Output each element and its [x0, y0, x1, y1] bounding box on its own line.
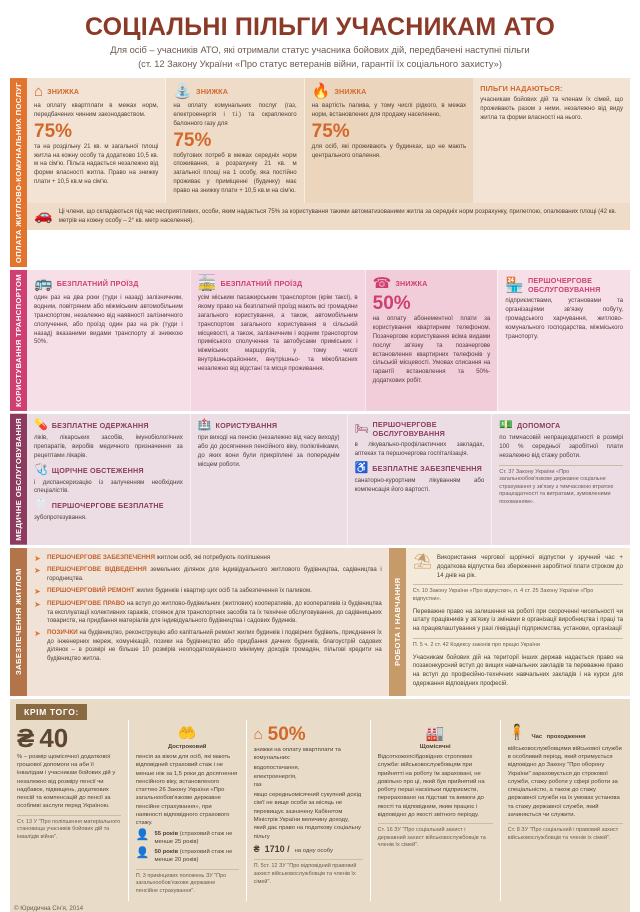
- medical-card-drugs: [27, 414, 190, 545]
- section-spine-transport: КОРИСТУВАННЯ ТРАНСПОРТОМ: [10, 270, 27, 411]
- bullet-title: ПЕРШОЧЕРГОВИЙ РЕМОНТ: [47, 586, 135, 594]
- item-law: Ст. 8 ЗУ "Про соціальний і правовий захист військовослужбовців та членів їх сімей".: [508, 823, 623, 842]
- bullet-text: на вступ до житлово-будівельних (житлових) кооперативів, до кооперативів із будівництва та експлуатації колективних гаражів, стоянок для транспортних засобів та їх технічне обслуговування, до садівницьких товариств, на придбання матеріалів для індивідуального будівництва і садових будинків.: [47, 600, 382, 625]
- additional-columns: [10, 720, 630, 901]
- list-item: [34, 629, 382, 664]
- card-sub-text: санаторно-курортним лікуванням або компенсація його вартості.: [354, 476, 485, 493]
- copyright: © Юридична Січ'я, 2014: [14, 905, 84, 912]
- item-text: Відсоткожопсібдовідних стропових служби: військовослужбовцям при прийнятті на роботу їм зараховані, не довільно про ці, який був прийнятий на роботу перші наскільки підприємств, перераховано на підставі та вимоги до якості та відповідним, яким працює і відповідно до якості звітного періоду.: [377, 754, 485, 818]
- utilities-card-communal: [165, 78, 303, 203]
- section-housing-work: [10, 548, 630, 696]
- card-head: ПЕРШОЧЕРГОВЕ ОБСЛУГОВУВАННЯ: [372, 420, 446, 439]
- card-text: для осіб, які проживають у будинках, що не мають центрального опалення.: [311, 142, 467, 159]
- work-blocks: [406, 548, 630, 696]
- bullet-title: ПЕРШОЧЕРГОВЕ ВІДВЕДЕННЯ: [47, 566, 147, 574]
- housing-bullets: [27, 548, 389, 696]
- wheelchair-icon: ♿: [354, 461, 369, 474]
- bullet-title: ПЕРШОЧЕРГОВЕ ПРАВО: [47, 599, 126, 607]
- list-item: [34, 566, 382, 584]
- page-subtitle: [10, 44, 630, 72]
- card-text: побутових потреб в межах середніх норм споживання, а розрахунку 21 кв. м загальної площі на 1 особу, яка постійно проживає у приміщенні (будинку) має право на знижку плати + 10,5 кв.м на сім'ю.: [173, 151, 297, 194]
- card-text: в лікувально-профілактичних закладах, аптеках та першочергова госпіталізація.: [354, 441, 485, 457]
- card-head: ЗНИЖКА: [395, 279, 428, 289]
- item-head: знижки на оплату квартплати та комунальних:: [253, 746, 341, 762]
- tap-icon: ⛲: [173, 83, 193, 101]
- item-head: Щомісячні: [419, 743, 451, 750]
- fire-icon: 🔥: [311, 83, 331, 101]
- additional-item-service-record: [370, 720, 500, 901]
- sub-text: (страховий стаж не менше 20 років): [154, 849, 233, 864]
- sub-text: (страховий стаж не менше 25 років): [154, 830, 233, 845]
- card-text: при виході на пенсію (незалежно від часу виходу) або до досягнення пенсійного віку, поліклініками, до яких вони були прикріплені за попереднім місцем роботи.: [197, 434, 340, 468]
- card-head: БЕЗПЛАТНИЙ ПРОЇЗД: [56, 279, 139, 289]
- item-law: П. 3 прикінцевих положень ЗУ "Про загальнообов'язкове державне пенсійне страхування".: [136, 869, 239, 896]
- card-sub: на вартість палива, у тому числі рідкого, в межах норм, встановлених для продажу населенню,: [311, 102, 467, 118]
- umbrella-icon: ⛱: [412, 552, 432, 570]
- chevron-right-icon: ➤: [34, 599, 41, 609]
- additional-item-discount: [246, 720, 370, 901]
- subtitle-line-2: (ст. 12 Закону України «Про статус ветеранів війни, гарантії їх соціального захисту»): [138, 59, 502, 70]
- medical-card-allowance: [491, 414, 630, 545]
- card-sub: на оплату квартплати в межах норм, передбачених чинним законодавством.: [34, 102, 159, 118]
- item-amount-sub: на одну особу: [294, 847, 333, 854]
- tooth-icon: 🦷: [34, 499, 48, 512]
- card-head: БЕЗПЛАТНИЙ ПРОЇЗД: [220, 279, 303, 289]
- bullet-water: водопостачання,: [253, 765, 300, 772]
- chevron-right-icon: ➤: [34, 586, 41, 596]
- sub-value: 50 років: [154, 849, 179, 856]
- section-spine-work: РОБОТА І НАВЧАННЯ: [389, 548, 406, 696]
- hryvnia-icon: ₴: [253, 843, 260, 854]
- bullet-title: ПОЗИЧКИ: [47, 628, 78, 636]
- bullet-title: ПЕРШОЧЕРГОВЕ ЗАБЕЗПЕЧЕННЯ: [47, 553, 155, 561]
- card-head: ЗНИЖКА: [47, 87, 80, 97]
- card-text: усім міським пасажирським транспортом (крім таксі), в якому право на безплатний проїзд мають всі громадяни загального користування, а також, автомобільним транспортом загального користування в сільській місцевості, а також, залізничним і водним транспортом приміського сполучення та автобусами приміських і міжміських маршрутів, у тому числі внутрішньорайонних, внутрішньо- та міжобласних незалежно від відстані та місця проживання.: [197, 294, 358, 372]
- item-value: 40: [39, 722, 69, 753]
- card-text: по тимчасовій непрацездатності в розмірі 100 % середньої заробітної плати незалежно від стажу роботи.: [499, 434, 623, 459]
- card-text: один раз на два роки (туди і назад) залізничним, водним, повітряним або міжміським автомобільним транспортом, незалежно від наявності залізничного сполучення, або проїзд один раз на рік (туди і назад) вказаними видами транспорту зі знижкою 50%.: [34, 294, 183, 346]
- item-law: П. 5ст. 12 ЗУ "Про відповідний правовий захист військовослужбовців та членів їх сімей".: [254, 859, 363, 886]
- soldier-icon: 🧍: [507, 723, 527, 741]
- utilities-aside: [473, 78, 630, 203]
- card-sub-head: ЩОРІЧНЕ ОБСТЕЖЕННЯ: [51, 465, 144, 475]
- utilities-card-rent: [27, 78, 165, 203]
- item-head-2: проходження: [546, 733, 586, 740]
- card-percent: 50%: [372, 293, 411, 315]
- item-text: % – розмір щомісячної додаткової грошової допомоги на аби її інвалідам і учасникам бойових дій у незалежно від розміру пенсії чи надбавок, підвищень, додаткових пенсій та компенсацій до пенсії за особливі заслуги перед Україною.: [17, 753, 116, 810]
- work-block-retention: Переважне право на залишення на роботі при скороченні чисельності чи штату працівників у зв'язку із змінами в організації виробництва і праці та на працевлаштування у разі ліквідації підприємства, установи, організації: [412, 607, 623, 633]
- card-law: Ст. 37 Закону України «Про загальнообов'язкове державне соціальне страхування у зв'язку з тимчасовою втратою працездатності та витратами, зумовленими похованням».: [499, 465, 623, 507]
- pill-icon: 💊: [34, 419, 48, 432]
- money-icon: 💵: [499, 419, 513, 432]
- card-sub2-head: ПЕРШОЧЕРГОВЕ БЕЗПЛАТНЕ: [51, 501, 164, 511]
- list-item: [34, 600, 382, 626]
- item-law: Ст. 13 У "Про поліпшення матеріального становища учасників бойових дій та інвалідів війни".: [17, 815, 121, 842]
- item-text: якщо середньомісячний сукупний дохід сім'ї не вище особи за місяць не перевищує зазначену Кабінетом Міністрів України величину доходу, який дає право на податкову соціальну пільгу: [253, 792, 362, 840]
- block-text: Використання чергової щорічної відпустки у зручний час + додаткова відпустка без збереження заробітної плати строком до 14 днів на рік.: [436, 553, 623, 579]
- work-block-education: Учасникам бойових дій на території інших держав надається право на позаконкурсний вступ до вищих навчальних закладів та переважне право на вступ до професійно-технічних навчальних закладів і на курси для одержання відповідних професій.: [412, 653, 623, 688]
- item-head: Достроковий: [167, 743, 207, 750]
- card-sub: на оплату комунальних послуг (газ, електроенергія і т.і.) та скрапленого балонного газу для: [173, 102, 297, 127]
- hand-heart-icon: 🤲: [177, 724, 197, 742]
- card-sub2-text: зубопротезування.: [34, 514, 87, 522]
- aside-text: учасникам бойових дій та членам їх сімей, що проживають разом з ними, незалежно від виду житла та форми власності на нього.: [480, 96, 623, 121]
- additional-item-pension: [128, 720, 246, 901]
- block-law: Ст. 10 Закону України «Про відпустки», п. 4 ст. 25 Закону України «Про відпустки».: [413, 584, 623, 603]
- stethoscope-icon: 🩺: [34, 463, 48, 476]
- transport-card-phone: [365, 270, 498, 411]
- subtitle-line-1: Для осіб – учасників АТО, які отримали статус учасника бойових дій, передбачені наступні пільги: [110, 45, 530, 56]
- chevron-right-icon: ➤: [34, 566, 41, 576]
- section-medical: [10, 414, 630, 545]
- section-spine-housing: ЗАБЕЗПЕЧЕННЯ ЖИТЛОМ: [10, 548, 27, 696]
- bullet-text: земельних ділянок для індивідуального житлового будівництва, садівництва і городництва.: [47, 567, 382, 583]
- work-block-vacation: [413, 554, 623, 580]
- hryvnia-icon: ₴: [17, 722, 35, 753]
- bed-icon: 🛏: [354, 422, 369, 435]
- item-text: пенсія за віком для осіб, які мають відповідний страховий стаж і не менше ніж за 1,5 роки до досягнення пенсійного віку, встановленого статтею 26 Закону України «Про загальнообов'язкове державне пенсійне страхування», при наявності відповідного страхового стажу.: [135, 754, 238, 827]
- bullet-gas: газ: [253, 781, 262, 788]
- card-percent: 75%: [311, 120, 350, 142]
- card-head: КОРИСТУВАННЯ: [215, 421, 278, 431]
- bullet-text: жилих будинків і квартир цих осіб та забезпечення їх паливом.: [136, 587, 312, 594]
- page-title: СОЦІАЛЬНІ ПІЛЬГИ УЧАСНИКАМ АТО: [84, 13, 556, 41]
- phone-icon: ☎: [372, 275, 392, 293]
- shop-icon: 🏪: [505, 276, 524, 294]
- section-additional: [10, 699, 630, 912]
- additional-item-service-time: [500, 720, 630, 901]
- note-text: Ці члени, що складаються під час несприятливих, особи, яким надається 75% за користування такими автоматизованими житла за середніх норм розрахунку, прилеглою, опалюваних площі (42 кв. метрів на кожну особу – 2° кв. метр населення).: [58, 207, 617, 224]
- utilities-card-fuel: [304, 78, 474, 203]
- card-head: БЕЗПЛАТНЕ ОДЕРЖАННЯ: [51, 421, 149, 431]
- transport-card-service: [497, 270, 630, 411]
- bullet-text: на будівництво, реконструкцію або капітальний ремонт жилих будинків і подвірних будівель, приєднання їх до інженерних мереж, комунікацій, позики на будівництво або придбання дачних будинків, благоустрій садових ділянок – в розмірі не більше 10 розмірів неоподатковуваного мінімуму доходів громадян, пільгові кредити на будівництво житла.: [47, 629, 382, 662]
- house-pct-icon: ⌂: [253, 725, 263, 743]
- section-transport: [10, 270, 630, 411]
- person-icon: 👤: [135, 847, 150, 860]
- bullet-electricity: електроенергія,: [253, 773, 297, 780]
- item-law: Ст. 16 ЗУ "Про соціальний захист і державний захист військовослужбовців та членів їх сімей".: [378, 823, 493, 850]
- bullet-text: житлом осіб, які потребують поліпшення: [156, 554, 271, 561]
- utilities-note: [27, 203, 630, 231]
- tram-icon: 🚋: [197, 275, 217, 293]
- card-head: ЗНИЖКА: [334, 87, 367, 97]
- card-head: ПЕРШОЧЕРГОВЕ ОБСЛУГОВУВАННЯ: [528, 276, 601, 295]
- medical-card-clinic: [190, 414, 347, 545]
- item-value: 50%: [267, 723, 306, 745]
- list-item: [34, 554, 382, 564]
- card-percent: 75%: [173, 129, 212, 151]
- transport-card-intercity: [27, 270, 190, 411]
- card-sub-text: і диспансеризацію із залученням необхідних спеціалістів.: [34, 478, 183, 495]
- section-spine-medical: МЕДИЧНЕ ОБСЛУГОВУВАННЯ: [10, 414, 27, 545]
- section-utilities: [10, 78, 630, 267]
- section-spine-utilities: ОПЛАТА ЖИТЛОВО-КОМУНАЛЬНИХ ПОСЛУГ: [10, 78, 27, 267]
- transport-card-city: [190, 270, 365, 411]
- bus-icon: 🚌: [34, 275, 53, 293]
- card-sub-head: БЕЗПЛАТНЕ ЗАБЕЗПЕЧЕННЯ: [372, 463, 483, 473]
- card-head: ЗНИЖКА: [196, 87, 229, 97]
- section-work: [389, 548, 630, 696]
- list-item: [34, 587, 382, 597]
- card-text: ліків, лікарських засобів, імунобіологічних препаратів, виробів медичного призначення за рецептами лікарів.: [34, 434, 183, 459]
- additional-item-allowance: [10, 720, 128, 901]
- item-head: Час: [531, 733, 543, 740]
- hospital-icon: 🏥: [197, 419, 212, 432]
- item-text: військовослужбовцями військової служби в особливий період, який отримується відповідно до Закону "Про оборону України" зараховується до строкової служби, стажу роботи у сфері роботи за спеціальністю, а також до стажу державної служби на їх умовах установа та стажу державної служби, який зачиняється чи служити.: [507, 745, 622, 818]
- card-percent: 75%: [34, 120, 73, 142]
- person-icon: 👤: [135, 828, 150, 841]
- house-icon: ⌂: [34, 83, 44, 101]
- chevron-right-icon: ➤: [34, 628, 41, 638]
- additional-title: КРІМ ТОГО:: [16, 704, 87, 720]
- sub-value: 55 років: [154, 830, 179, 837]
- factory-icon: 🏭: [425, 724, 445, 742]
- card-text: та на роздільну 21 кв. м загальної площі житла на кожну особу та додатково 10,5 кв. м на сім'ю. Пільга надається незалежно від форми власності житла. Право на знижку плати + 10,5 кв.м на сім'ю.: [34, 142, 159, 186]
- block-law: П. 5 ч. 2 ст. 42 Кодексу законів про працю України: [413, 638, 623, 650]
- item-amount: 1710 /: [264, 843, 290, 854]
- chevron-right-icon: ➤: [34, 553, 41, 563]
- card-text: на оплату абонементної плати за користування квартирним телефоном. Позачергове користування всіма видами послуг зв'язку та позачергове встановлення квартирних телефонів у сільській місцевості. Умовах списання на гарантії встановлення та 50%- додаткових робіт.: [372, 315, 491, 384]
- medical-card-priority: [347, 414, 492, 545]
- aside-head: ПІЛЬГИ НАДАЮТЬСЯ:: [480, 84, 563, 94]
- car-icon: 🚗: [34, 206, 53, 224]
- card-text: підприємствами, установами та організаціями зв'язку побуту, громадського харчування, житлово-комунального господарства, міжміського транспорту.: [505, 297, 623, 340]
- card-head: ДОПОМОГА: [516, 421, 561, 431]
